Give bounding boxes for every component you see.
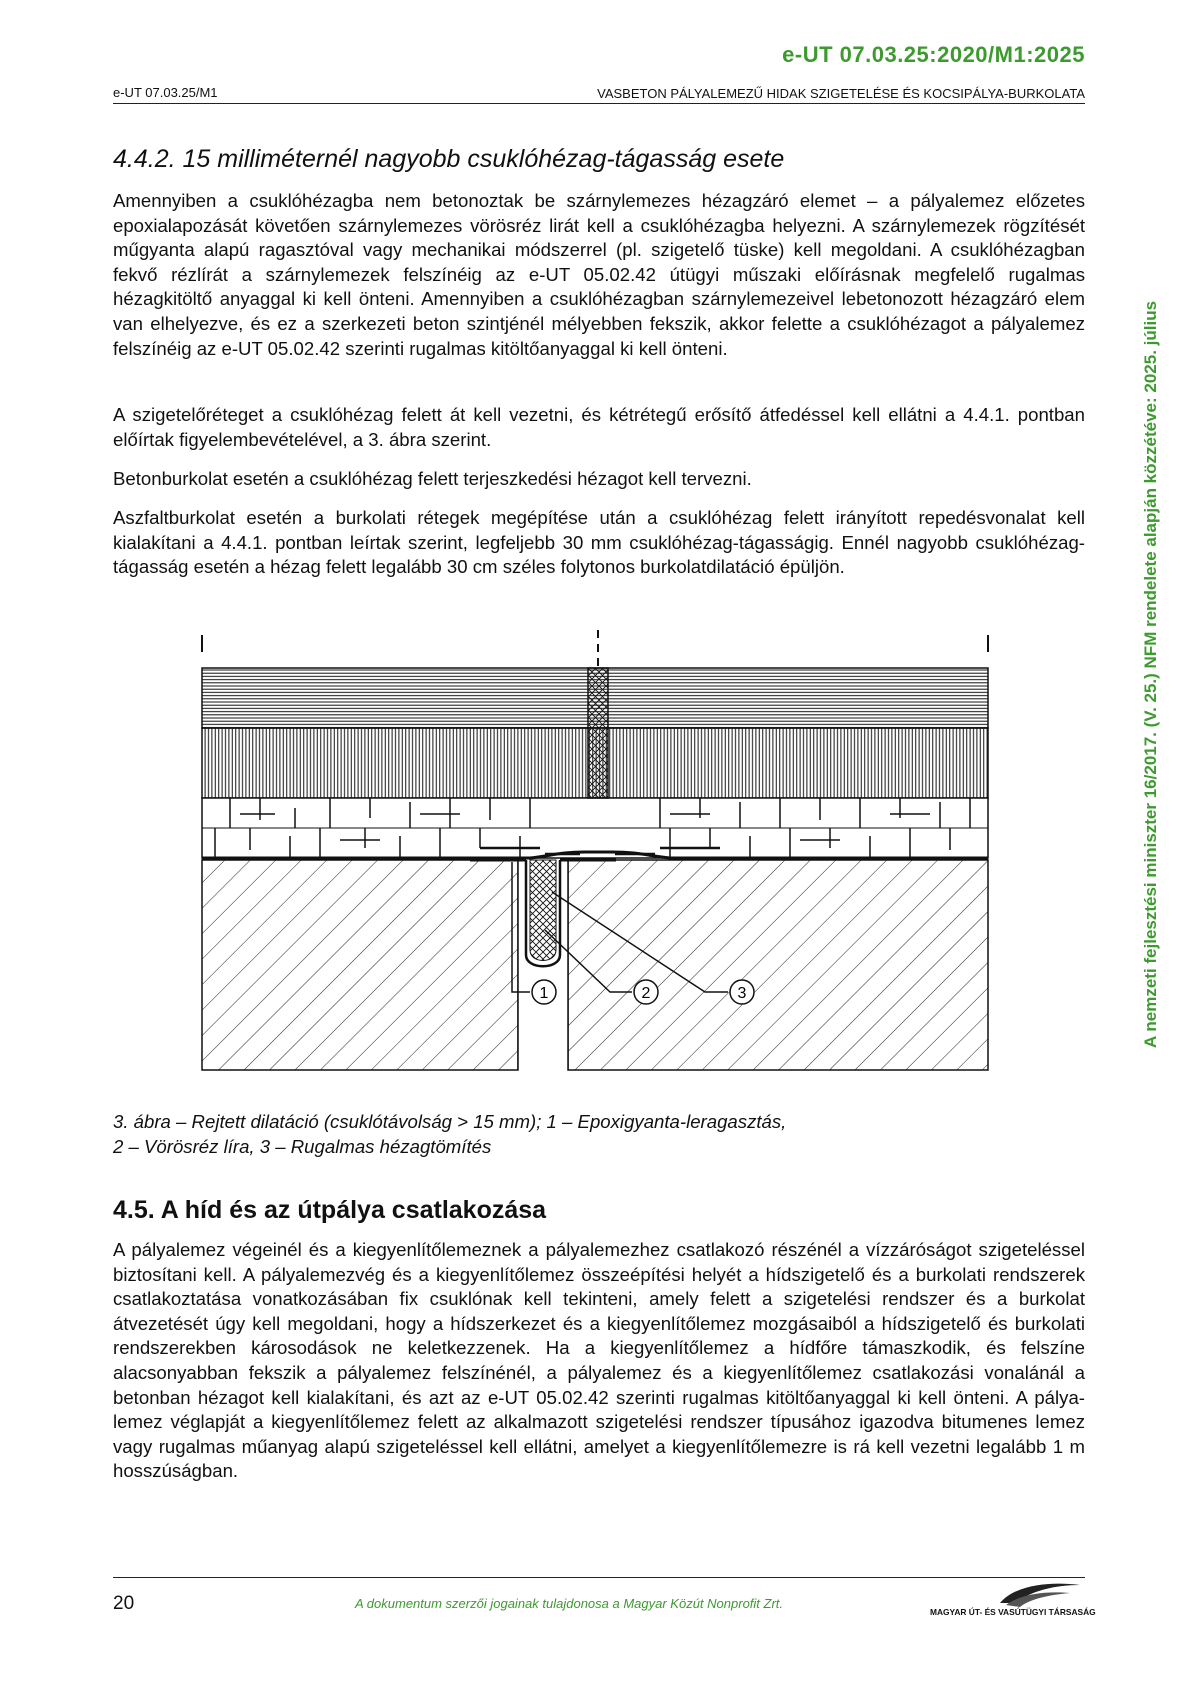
concrete-deck-left: [202, 860, 518, 1070]
section-heading-4-5: 4.5. A híd és az útpálya csatlakozása: [113, 1196, 547, 1224]
figure-caption-line-2: 2 – Vörösréz líra, 3 – Rugalmas hézagtömítés: [113, 1136, 492, 1157]
copyright-notice: A dokumentum szerzői jogainak tulajdonosa a Magyar Közút Nonprofit Zrt.: [355, 1596, 784, 1611]
document-code: e-UT 07.03.25:2020/M1:2025: [782, 42, 1085, 67]
body-paragraph-5: A pályalemez végeinél és a kiegyenlítőlemeznek a pályalemezhez csatlakozó részénél a vízzáróságot szigeteléssel biztosítani kell. A pályalemezvég és a kiegyenlítőlemez összeépítési helyét a hídszigetelő és a burkolati rendszerek csatlakoztatása vonatkozásában fix csuklónak kell tekinteni, amely felett a szigetelési rendszer és a burkolat átvezetését úgy kell megoldani, hogy a hídszerkezet és a kiegyenlítőlemez mozgásaiból a hídszigetelő és burkolati rendszerekben károsodások ne keletkezzenek. Ha a kiegyenlítőlemez a hídfőre támaszkodik, és felszíne alacsonyabban fekszik a pályalemez felszínénél, a pályalemez és a kiegyenlítőlemez csatlakozási vonalánál a betonban hézagot kell kialakítani, és azt az e-UT 05.02.42 szerinti rugalmas kitöltőanyaggal ki kell önteni. A pályalemez véglapját a kiegyenlítőlemez felett az alkalmazott szigetelési rendszer típusához igazodva bitumenes lemez vagy rugalmas műanyag alapú szigeteléssel kell ellátni, amelyet a kiegyenlítőlemezre is rá kell vezetni legalább 1 m hosszúságban.: [113, 1239, 1085, 1482]
publication-side-note: A nemzeti fejlesztési miniszter 16/2017. (V. 25.) NFM rendelete alapján közzétéve: 2025. július: [1141, 300, 1160, 1048]
asphalt-joint-seal: [588, 668, 608, 798]
section-heading-4-4-2: 4.4.2. 15 milliméternél nagyobb csuklóhézag-tágasság esete: [113, 145, 785, 173]
figure-caption: [113, 1109, 1085, 1159]
callout-1-label: 1: [539, 985, 549, 1002]
elastic-joint-filler: [530, 860, 556, 961]
header-left-code: e-UT 07.03.25/M1: [113, 85, 218, 100]
body-paragraph-2: A szigetelőréteget a csuklóhézag felett át kell vezetni, és kétrétegű erősítő átfedéssel kell ellátni a 4.4.1. pontban előírtak figyelembevételével, a 3. ábra szerint.: [113, 404, 1085, 450]
body-paragraph-4: Aszfaltburkolat esetén a burkolati rétegek megépítése után a csuklóhézag felett irányított repedésvonalat kell kialakítani a 4.4.1. pontban leírtak szerint, legfeljebb 30 mm csuklóhézag-tágasságig. Ennél nagyobb csuklóhézag-tágasság esetén a hézag felett legalább 30 cm széles folytonos burkolatdilatáció épüljön.: [113, 507, 1085, 578]
body-paragraph-1: Amennyiben a csuklóhézagba nem betonoztak be szárnylemezes hézagzáró elemet – a pályalemez előzetes epoxialapozását követően szárnylemezes vörösréz lirát kell a csuklóhézagba helyezni. A szárnylemezek rögzítését műgyanta alapú ragasztóval vagy mechanikai módszerrel (pl. szigetelő tüske) kell megoldani. A csuklóhézagban fekvő rézlírát a szárnylemezek felszínéig az e-UT 05.02.42 útügyi műszaki előírásnak megfelelő rugalmas hézagkitöltő anyaggal ki kell önteni. Amennyiben a csuklóhézagban szárnylemezeivel lebetonozott hézagzáró elem van elhelyezve, és ez a szerkezeti beton szintjénél mélyebben fekszik, akkor felette a csuklóhézagot a pályalemez felszínéig az e-UT 05.02.42 szerinti rugalmas kitöltőanyaggal ki kell önteni.: [113, 190, 1085, 359]
protective-layer: [202, 798, 988, 858]
figure-caption-line-1: 3. ábra – Rejtett dilatáció (csuklótávolság > 15 mm); 1 – Epoxigyanta-leragasztás,: [113, 1111, 787, 1132]
body-paragraph-3: Betonburkolat esetén a csuklóhézag felett terjeszkedési hézagot kell tervezni.: [113, 468, 752, 489]
callout-3-label: 3: [737, 985, 747, 1002]
expansion-joint-figure: [200, 630, 1000, 1090]
header-title: VASBETON PÁLYALEMEZŰ HIDAK SZIGETELÉSE ÉS KOCSIPÁLYA-BURKOLATA: [597, 86, 1085, 101]
page-number: 20: [113, 1593, 135, 1614]
callout-2-label: 2: [641, 985, 651, 1002]
header-rule: [113, 103, 1085, 104]
concrete-deck-right: [568, 860, 988, 1070]
logo-text: MAGYAR ÚT- ÉS VASÚTÜGYI TÁRSASÁG: [930, 1607, 1096, 1617]
footer-rule: [113, 1577, 1085, 1578]
